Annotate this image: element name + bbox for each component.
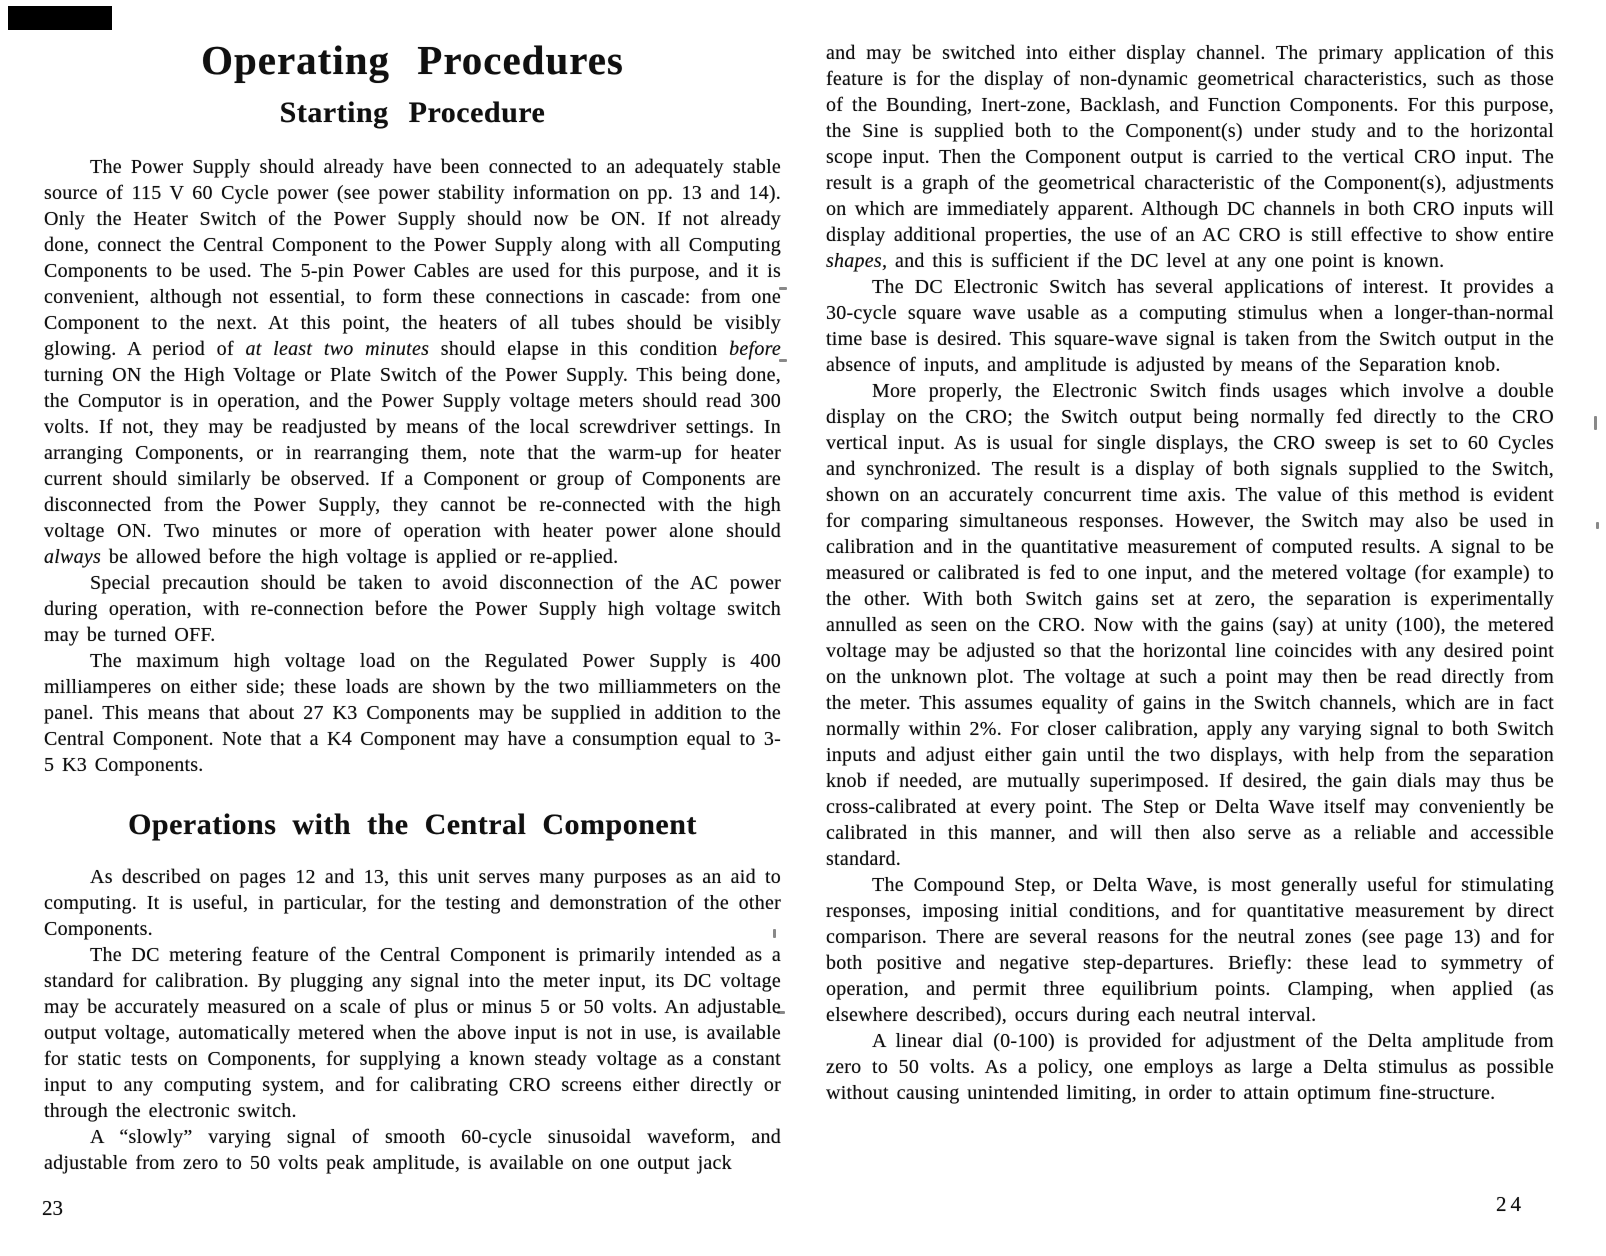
right-page-column <box>826 40 1554 1106</box>
paragraph: As described on pages 12 and 13, this unit serves many purposes as an aid to computing. It is useful, in particular, for the testing and demonstration of the other Components. <box>44 866 781 940</box>
paragraph: A “slowly” varying signal of smooth 60-cycle sinusoidal waveform, and adjustable from zero to 50 volts peak amplitude, is available on one output jack <box>44 1126 781 1174</box>
paragraph: A linear dial (0-100) is provided for adjustment of the Delta amplitude from zero to 50 volts. As a policy, one employs as large a Delta stimulus as possible without causing unintended limiting, in order to attain optimum fine-structure. <box>826 1030 1554 1104</box>
page-number-right: 24 <box>1496 1192 1525 1216</box>
paragraph: and may be switched into either display channel. The primary application of this feature is for the display of non-dynamic geometrical characteristics, such as those of the Bounding, Inert-zone, Backlash, and Function Components. For this purpose, the Sine is supplied both to the Component(s) under study and to the horizontal scope input. Then the Component output is carried to the vertical CRO input. The result is a graph of the geometrical characteristic of the Component(s), adjustments on which are immediately apparent. Although DC channels in both CRO inputs will display additional properties, the use of an AC CRO is still effective to show entire shapes, and this is sufficient if the DC level at any one point is known. <box>826 42 1554 272</box>
page-number-left: 23 <box>42 1196 63 1220</box>
paragraph: The DC metering feature of the Central Component is primarily intended as a standard for calibration. By plugging any signal into the meter input, its DC voltage may be accurately measured on a scale of plus or minus 5 or 50 volts. An adjustable output voltage, automatically metered when the above input is not in use, is available for static tests on Components, for supplying a known steady voltage as a constant input to any computing system, and for calibrating CRO screens either directly or through the electronic switch. <box>44 944 781 1122</box>
paragraph: Special precaution should be taken to avoid disconnection of the AC power during operation, with re-connection before the Power Supply high voltage switch may be turned OFF. <box>44 572 781 646</box>
section-title-starting-procedure: Starting Procedure <box>279 96 546 129</box>
central-component-paragraphs <box>44 864 781 1176</box>
scan-mark-top-left <box>8 6 112 30</box>
scan-speck <box>1594 416 1597 430</box>
section-title-central-component: Operations with the Central Component <box>128 808 697 841</box>
paragraph: The DC Electronic Switch has several applications of interest. It provides a 30-cycle square wave usable as a computing stimulus when a longer-than-normal time base is desired. This square-wave signal is taken from the Switch output in the absence of inputs, and amplitude is adjusted by means of the Separation knob. <box>826 276 1554 376</box>
paragraph: More properly, the Electronic Switch finds usages which involve a double display on the CRO; the Switch output being normally fed directly to the CRO vertical input. As is usual for single displays, the CRO sweep is set to 60 Cycles and synchronized. The result is a display of both signals supplied to the Switch, shown on an accurately concurrent time axis. The value of this method is evident for comparing simultaneous responses. However, the Switch may also be used in calibration and in the quantitative measurement of computed results. A signal to be measured or calibrated is fed to one input, and the metered voltage (for example) to the other. With both Switch gains set at zero, the separation is experimentally annulled as seen on the CRO. Now with the gains (say) at unity (100), the metered voltage may be adjusted so that the horizontal line coincides with any desired point on the unknown plot. The voltage at such a point may then be read directly from the meter. This assumes equality of gains in the Switch channels, which are in fact normally within 2%. For closer calibration, apply any varying signal to both Switch inputs and adjust either gain until the two displays, with help from the separation knob if needed, are mutually superimposed. If desired, the gain dials may thus be cross-calibrated at every point. The Step or Delta Wave itself may conveniently be calibrated in this manner, and will then also serve as a reliable and accessible standard. <box>826 380 1554 870</box>
left-page-column <box>44 36 781 1176</box>
paragraph: The Power Supply should already have been connected to an adequately stable source of 115 V 60 Cycle power (see power stability information on pp. 13 and 14). Only the Heater Switch of the Power Supply should now be ON. If not already done, connect the Central Component to the Power Supply along with all Computing Components to be used. The 5-pin Power Cables are used for this purpose, and it is convenient, although not essential, to form these connections in cascade: from one Component to the next. At this point, the heaters of all tubes should be visibly glowing. A period of at least two minutes should elapse in this condition before turning ON the High Voltage or Plate Switch of the Power Supply. This being done, the Computor is in operation, and the Power Supply voltage meters should read 300 volts. If not, they may be readjusted by means of the local screwdriver settings. In arranging Components, or in rearranging them, note that the warm-up for heater current should similarly be observed. If a Component or group of Components are disconnected from the Power Supply, they cannot be re-connected with the high voltage ON. Two minutes or more of operation with heater power alone should always be allowed before the high voltage is applied or re-applied. <box>44 156 782 568</box>
paragraph: The maximum high voltage load on the Regulated Power Supply is 400 milliamperes on either side; these loads are shown by the two milliammeters on the panel. This means that about 27 K3 Components may be supplied in addition to the Central Component. Note that a K4 Component may have a consumption equal to 3-5 K3 Components. <box>44 650 781 776</box>
right-page-paragraphs <box>826 40 1554 1106</box>
chapter-title: Operating Procedures <box>201 37 624 83</box>
scan-speck <box>1596 522 1599 529</box>
paragraph: The Compound Step, or Delta Wave, is most generally useful for stimulating responses, imposing initial conditions, and for quantitative measurement by direct comparison. There are several reasons for the neutral zones (see page 13) and for both positive and negative step-departures. Briefly: these lead to symmetry of operation, and permit three equilibrium points. Clamping, when applied (as elsewhere described), occurs during each neutral interval. <box>826 874 1554 1026</box>
starting-procedure-paragraphs <box>44 154 781 778</box>
